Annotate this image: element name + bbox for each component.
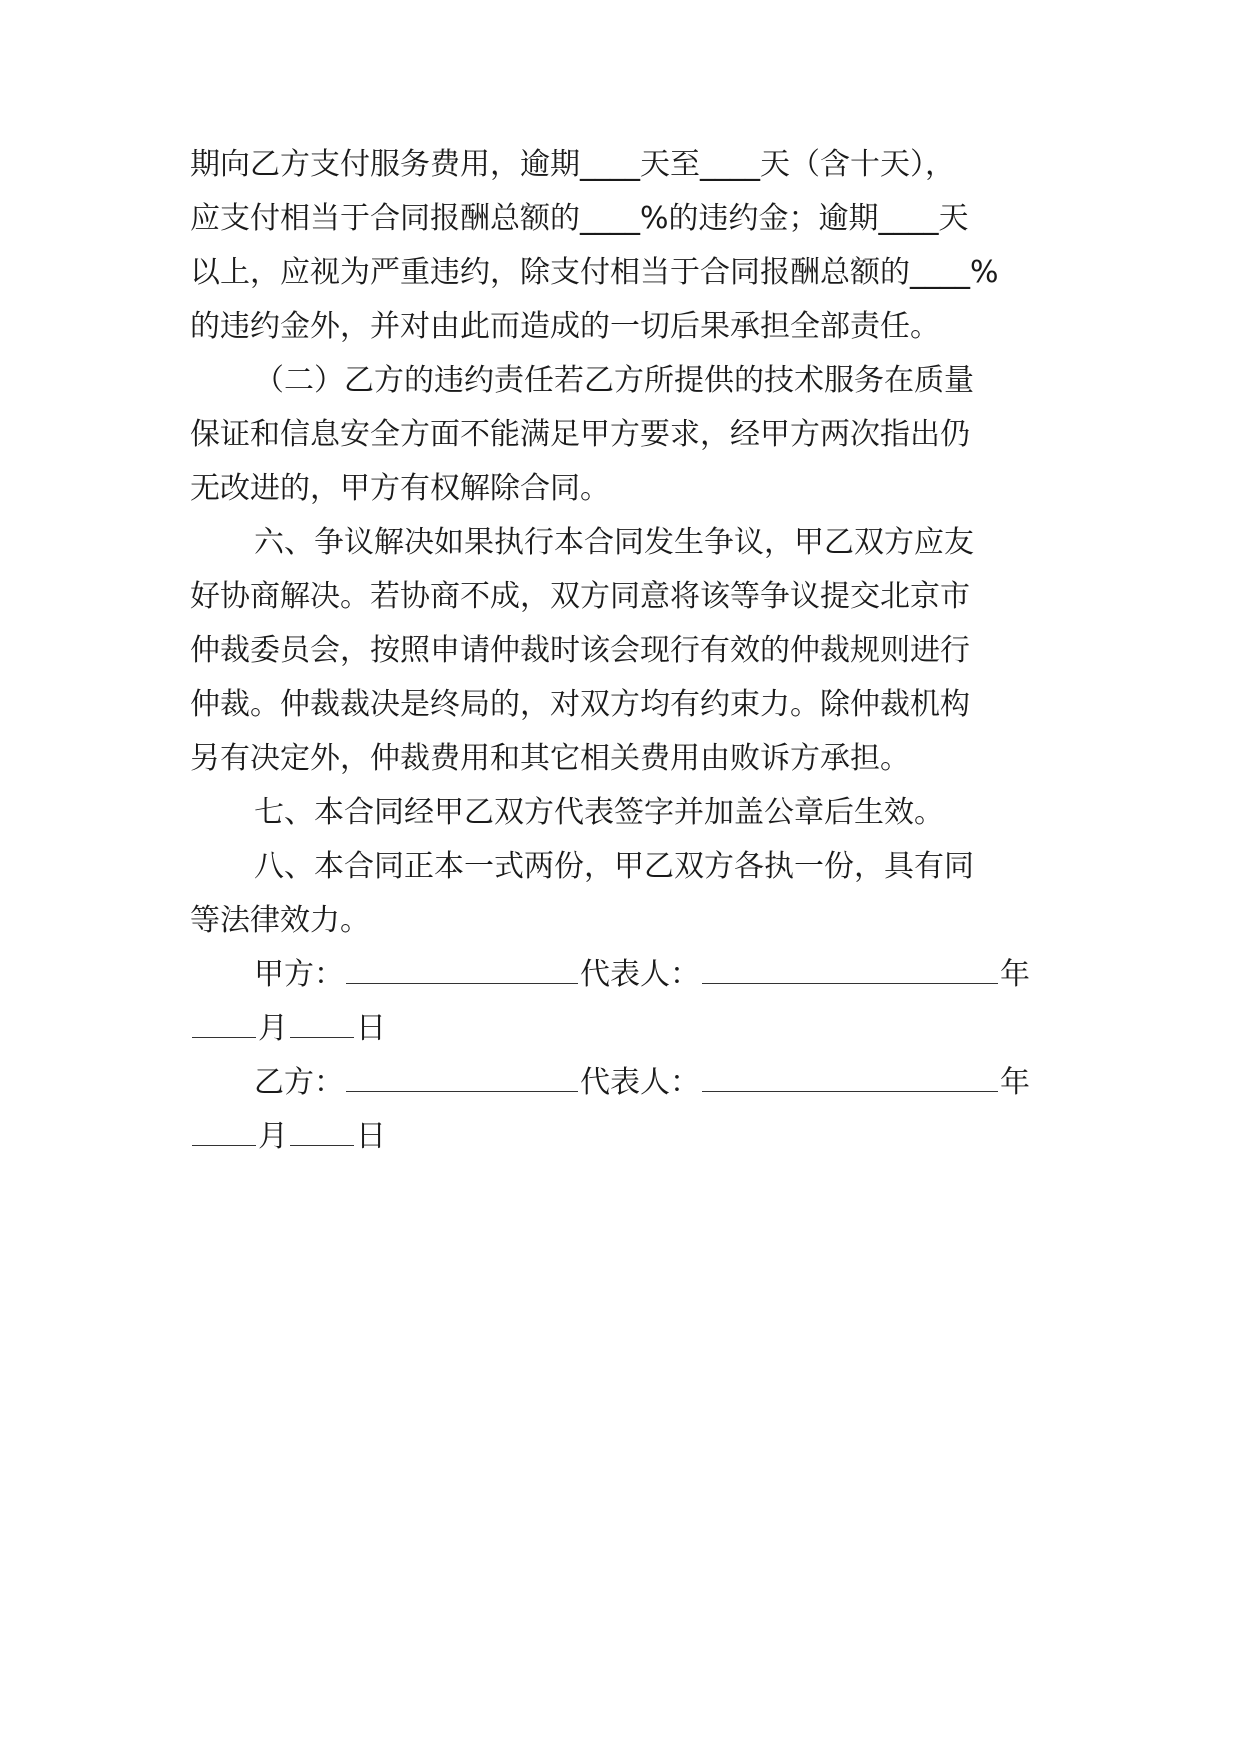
party-b-day-label: 日 <box>356 1119 386 1154</box>
signature-line-party-a <box>190 955 1052 995</box>
party-a-day-label: 日 <box>356 1011 386 1046</box>
party-a-blank[interactable] <box>346 957 578 984</box>
paragraph-line: 仲裁委员会，按照申请仲裁时该会现行有效的仲裁规则进行 <box>190 633 970 668</box>
party-b-rep-blank[interactable] <box>702 1065 998 1092</box>
party-a-rep-label: 代表人： <box>580 957 700 992</box>
paragraph-line: 的违约金外，并对由此而造成的一切后果承担全部责任。 <box>190 309 940 344</box>
party-a-label: 甲方： <box>254 957 344 992</box>
paragraph-line: 八、本合同正本一式两份，甲乙双方各执一份，具有同 <box>254 849 974 884</box>
party-b-year-label: 年 <box>1000 1065 1030 1100</box>
paragraph-line: 期向乙方支付服务费用，逾期____天至____天（含十天）， <box>190 147 955 182</box>
paragraph-line: 保证和信息安全方面不能满足甲方要求，经甲方两次指出仍 <box>190 417 970 452</box>
date-line-party-b <box>190 1117 1052 1157</box>
paragraph-line: 仲裁。仲裁裁决是终局的，对双方均有约束力。除仲裁机构 <box>190 687 970 722</box>
party-a-year-label: 年 <box>1000 957 1030 992</box>
paragraph-line: 无改进的，甲方有权解除合同。 <box>190 471 610 506</box>
date-line-party-a <box>190 1009 1052 1049</box>
party-b-day-blank[interactable] <box>290 1119 354 1146</box>
party-b-month-blank[interactable] <box>192 1119 256 1146</box>
party-b-blank[interactable] <box>346 1065 578 1092</box>
paragraph-line: 好协商解决。若协商不成，双方同意将该等争议提交北京市 <box>190 579 970 614</box>
paragraph-line: 以上，应视为严重违约，除支付相当于合同报酬总额的____% <box>190 255 999 290</box>
party-b-rep-label: 代表人： <box>580 1065 700 1100</box>
party-b-label: 乙方： <box>254 1065 344 1100</box>
paragraph-line: 六、争议解决如果执行本合同发生争议，甲乙双方应友 <box>254 525 974 560</box>
paragraph-line: 七、本合同经甲乙双方代表签字并加盖公章后生效。 <box>254 795 944 830</box>
signature-line-party-b <box>190 1063 1052 1103</box>
paragraph-line: 应支付相当于合同报酬总额的____%的违约金；逾期____天 <box>190 201 969 236</box>
paragraph-line: 等法律效力。 <box>190 903 370 938</box>
party-b-month-label: 月 <box>258 1119 288 1154</box>
paragraph-line: （二）乙方的违约责任若乙方所提供的技术服务在质量 <box>254 363 974 398</box>
paragraph-line: 另有决定外，仲裁费用和其它相关费用由败诉方承担。 <box>190 741 910 776</box>
party-a-month-label: 月 <box>258 1011 288 1046</box>
party-a-rep-blank[interactable] <box>702 957 998 984</box>
party-a-month-blank[interactable] <box>192 1011 256 1038</box>
party-a-day-blank[interactable] <box>290 1011 354 1038</box>
